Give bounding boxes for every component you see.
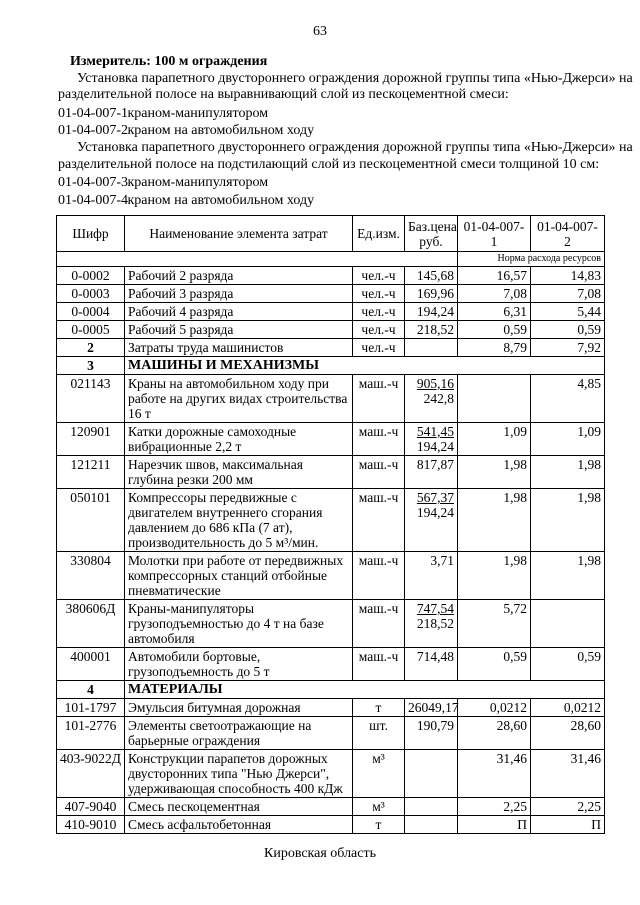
cell-unit: м³ — [353, 750, 405, 798]
cell-price — [405, 699, 458, 717]
cell-price — [405, 816, 458, 834]
cell-unit: маш.-ч — [353, 375, 405, 423]
cell-unit: м³ — [353, 798, 405, 816]
cell-unit: маш.-ч — [353, 552, 405, 600]
cell-shifr: 101-2776 — [57, 717, 125, 750]
description-2-line-2: разделительной полосе на подстилающий слой из пескоцементной смеси толщиной 10 см: — [58, 157, 600, 172]
table-row — [57, 699, 605, 717]
cell-shifr: 0-0002 — [57, 267, 125, 285]
cell-name: Затраты труда машинистов — [125, 339, 353, 357]
cell-price — [405, 267, 458, 285]
cell-value-2: 31,46 — [531, 750, 605, 798]
cell-name: Конструкции парапетов дорожных двусторонних типа "Нью Джерси", удерживающая способность 400 кДж — [125, 750, 353, 798]
cell-value-1: 0,59 — [458, 648, 531, 681]
cell-name: Катки дорожные самоходные вибрационные 2,2 т — [125, 423, 353, 456]
cell-unit: чел.-ч — [353, 321, 405, 339]
cell-shifr: 120901 — [57, 423, 125, 456]
price-main: 169,96 — [416, 286, 454, 301]
cell-value-2: 7,92 — [531, 339, 605, 357]
cell-unit: чел.-ч — [353, 339, 405, 357]
cell-unit: маш.-ч — [353, 489, 405, 552]
cell-name: Рабочий 3 разряда — [125, 285, 353, 303]
cell-unit: чел.-ч — [353, 267, 405, 285]
cell-value-2: 0,0212 — [531, 699, 605, 717]
cell-shifr: 330804 — [57, 552, 125, 600]
norm-label: Норма расхода ресурсов — [458, 252, 605, 267]
table-row — [57, 267, 605, 285]
cell-shifr: 101-1797 — [57, 699, 125, 717]
cell-price — [405, 489, 458, 552]
section-title: МАТЕРИАЛЫ — [125, 681, 605, 699]
table-body — [57, 267, 605, 834]
header-shifr: Шифр — [57, 216, 125, 252]
table-row — [57, 285, 605, 303]
resource-table — [56, 215, 605, 834]
table-row — [57, 456, 605, 489]
cell-unit: маш.-ч — [353, 600, 405, 648]
table-row — [57, 600, 605, 648]
cell-value-1: 31,46 — [458, 750, 531, 798]
price-main: 218,52 — [416, 322, 454, 337]
cell-value-1: 0,0212 — [458, 699, 531, 717]
cell-shifr: 021143 — [57, 375, 125, 423]
cell-price — [405, 456, 458, 489]
price-main: 145,68 — [416, 268, 454, 283]
cell-unit: т — [353, 699, 405, 717]
price-main: 194,24 — [416, 304, 454, 319]
cell-unit: маш.-ч — [353, 423, 405, 456]
cell-unit: чел.-ч — [353, 303, 405, 321]
table-row — [57, 648, 605, 681]
cell-price — [405, 423, 458, 456]
cell-name: Молотки при работе от передвижных компрессорных станций отбойные пневматические — [125, 552, 353, 600]
cell-value-2: 1,09 — [531, 423, 605, 456]
cell-name: Смесь пескоцементная — [125, 798, 353, 816]
price-main: 541,45 — [416, 424, 454, 439]
cell-shifr: 0-0005 — [57, 321, 125, 339]
cell-value-1: 1,98 — [458, 489, 531, 552]
cell-value-2: 4,85 — [531, 375, 605, 423]
cell-value-2: П — [531, 816, 605, 834]
cell-shifr: 050101 — [57, 489, 125, 552]
section-row — [57, 681, 605, 699]
cell-value-2: 14,83 — [531, 267, 605, 285]
table-row — [57, 375, 605, 423]
page-number: 63 — [313, 24, 327, 39]
cell-value-2: 1,98 — [531, 456, 605, 489]
price-main: 190,79 — [416, 718, 454, 733]
code-item: 01-04-007-4 краном на автомобильном ходу — [58, 193, 315, 208]
cell-shifr: 403-9022Д — [57, 750, 125, 798]
cell-unit: маш.-ч — [353, 648, 405, 681]
cell-price — [405, 552, 458, 600]
cell-price — [405, 303, 458, 321]
table-row — [57, 816, 605, 834]
cell-name: Элементы светоотражающие на барьерные ограждения — [125, 717, 353, 750]
price-main: 567,37 — [416, 490, 454, 505]
cell-price — [405, 798, 458, 816]
cell-value-1: 6,31 — [458, 303, 531, 321]
cell-value-2: 7,08 — [531, 285, 605, 303]
cell-value-2: 5,44 — [531, 303, 605, 321]
cell-shifr: 400001 — [57, 648, 125, 681]
cell-value-1: 0,59 — [458, 321, 531, 339]
cell-price — [405, 648, 458, 681]
cell-shifr: 2 — [57, 339, 125, 357]
cell-value-1: 8,79 — [458, 339, 531, 357]
header-price: Баз.цена руб. — [405, 216, 458, 252]
cell-value-1: 1,09 — [458, 423, 531, 456]
cell-price — [405, 339, 458, 357]
cell-value-2 — [531, 600, 605, 648]
table-row — [57, 717, 605, 750]
description-2-line-1: Установка парапетного двустороннего ограждения дорожной группы типа «Нью-Джерси» на — [77, 140, 633, 155]
section-row — [57, 357, 605, 375]
cell-price — [405, 285, 458, 303]
section-number: 3 — [57, 357, 125, 375]
cell-name: Краны на автомобильном ходу при работе на других видах строительства 16 т — [125, 375, 353, 423]
cell-name: Рабочий 5 разряда — [125, 321, 353, 339]
cell-unit: шт. — [353, 717, 405, 750]
cell-price — [405, 717, 458, 750]
description-1-line-2: разделительной полосе на выравнивающий слой из пескоцементной смеси: — [58, 87, 509, 102]
price-main: 26049,17 — [408, 700, 459, 715]
cell-name: Эмульсия битумная дорожная — [125, 699, 353, 717]
cell-name: Нарезчик швов, максимальная глубина резки 200 мм — [125, 456, 353, 489]
header-col2: 01-04-007-2 — [531, 216, 605, 252]
footer-region: Кировская область — [263, 846, 376, 861]
cell-shifr: 121211 — [57, 456, 125, 489]
cell-price — [405, 375, 458, 423]
cell-value-2: 0,59 — [531, 648, 605, 681]
cell-value-1: 1,98 — [458, 552, 531, 600]
cell-value-2: 28,60 — [531, 717, 605, 750]
price-main: 714,48 — [416, 649, 454, 664]
cell-value-2: 1,98 — [531, 552, 605, 600]
price-main: 747,54 — [416, 601, 454, 616]
table-row — [57, 552, 605, 600]
header-name: Наименование элемента затрат — [125, 216, 353, 252]
cell-price — [405, 321, 458, 339]
cell-name: Рабочий 2 разряда — [125, 267, 353, 285]
cell-shifr: 380606Д — [57, 600, 125, 648]
cell-name: Компрессоры передвижные с двигателем внутреннего сгорания давлением до 686 кПа (7 ат), производительность до 5 м³/мин. — [125, 489, 353, 552]
cell-value-1: 5,72 — [458, 600, 531, 648]
code-item: 01-04-007-1 краном-манипулятором — [58, 106, 269, 121]
cell-value-2: 1,98 — [531, 489, 605, 552]
cell-shifr: 0-0004 — [57, 303, 125, 321]
header-unit: Ед.изм. — [353, 216, 405, 252]
header-col1: 01-04-007-1 — [458, 216, 531, 252]
cell-name: Рабочий 4 разряда — [125, 303, 353, 321]
cell-shifr: 410-9010 — [57, 816, 125, 834]
table-row — [57, 423, 605, 456]
cell-price — [405, 600, 458, 648]
cell-name: Краны-манипуляторы грузоподъемностью до 4 т на базе автомобиля — [125, 600, 353, 648]
table-row — [57, 489, 605, 552]
cell-name: Автомобили бортовые, грузоподъемность до 5 т — [125, 648, 353, 681]
price-wage: 218,52 — [416, 616, 454, 631]
price-main: 905,16 — [416, 376, 454, 391]
price-wage: 194,24 — [416, 505, 454, 520]
cell-value-1: 7,08 — [458, 285, 531, 303]
section-title: МАШИНЫ И МЕХАНИЗМЫ — [125, 357, 605, 375]
table-header-row — [57, 216, 605, 252]
price-wage: 194,24 — [416, 439, 454, 454]
cell-value-1: 28,60 — [458, 717, 531, 750]
cell-unit: т — [353, 816, 405, 834]
cell-value-2: 0,59 — [531, 321, 605, 339]
table-row — [57, 321, 605, 339]
price-main: 817,87 — [416, 457, 454, 472]
table-row — [57, 339, 605, 357]
table-row — [57, 303, 605, 321]
cell-value-1: П — [458, 816, 531, 834]
cell-unit: чел.-ч — [353, 285, 405, 303]
norm-row — [57, 252, 605, 267]
table-row — [57, 798, 605, 816]
cell-unit: маш.-ч — [353, 456, 405, 489]
description-1-line-1: Установка парапетного двустороннего ограждения дорожной группы типа «Нью-Джерси» на — [77, 71, 633, 86]
section-number: 4 — [57, 681, 125, 699]
price-wage: 242,8 — [423, 391, 454, 406]
cell-name: Смесь асфальтобетонная — [125, 816, 353, 834]
table-row — [57, 750, 605, 798]
cell-value-1: 2,25 — [458, 798, 531, 816]
cell-value-1 — [458, 375, 531, 423]
cell-value-2: 2,25 — [531, 798, 605, 816]
price-main: 3,71 — [430, 553, 454, 568]
cell-shifr: 407-9040 — [57, 798, 125, 816]
code-item: 01-04-007-3 краном-манипулятором — [58, 175, 269, 190]
cell-value-1: 1,98 — [458, 456, 531, 489]
cell-value-1: 16,57 — [458, 267, 531, 285]
cell-shifr: 0-0003 — [57, 285, 125, 303]
measure-unit: Измеритель: 100 м ограждения — [70, 54, 268, 69]
code-item: 01-04-007-2 краном на автомобильном ходу — [58, 123, 315, 138]
cell-price — [405, 750, 458, 798]
